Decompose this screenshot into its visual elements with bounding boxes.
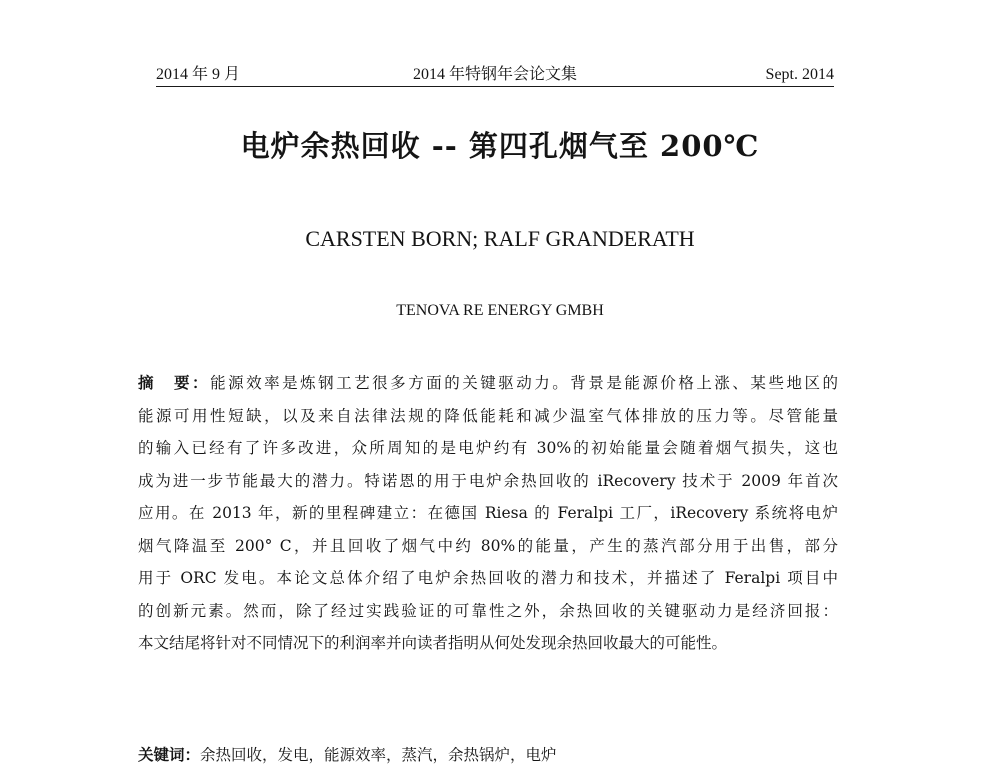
- paper-authors: CARSTEN BORN; RALF GRANDERATH: [305, 226, 695, 251]
- running-header: [156, 60, 834, 87]
- abstract-line: 的创新元素。然而，除了经过实践验证的可靠性之外，余热回收的关键驱动力是经济回报：: [138, 601, 838, 620]
- header-date-cn: 2014 年 9 月: [156, 66, 241, 83]
- abstract-line: 的输入已经有了许多改进，众所周知的是电炉约有 30%的初始能量会随着烟气损失，这也: [138, 439, 838, 457]
- abstract-line: 能源可用性短缺，以及来自法律法规的降低能耗和减少温室气体排放的压力等。尽管能量: [138, 406, 838, 425]
- abstract: [138, 370, 838, 663]
- keywords-label: 关键词：: [138, 745, 201, 764]
- abstract-label: 摘 要：: [138, 373, 211, 392]
- abstract-line: 成为进一步节能最大的潜力。特诺恩的用于电炉余热回收的 iRecovery 技术于 2009 年首次: [138, 471, 838, 490]
- author-affiliation: TENOVA RE ENERGY GMBH: [396, 302, 604, 319]
- abstract-line: [138, 370, 838, 403]
- abstract-line: 应用。在 2013 年，新的里程碑建立：在德国 Riesa 的 Feralpi 工厂，iRecovery 系统将电炉: [138, 504, 838, 522]
- abstract-line-text: 能源效率是炼钢工艺很多方面的关键驱动力。背景是能源价格上涨、某些地区的: [210, 374, 838, 392]
- header-journal: 2014 年特钢年会论文集: [412, 66, 577, 83]
- abstract-line: 本文结尾将针对不同情况下的利润率并向读者指明从何处发现余热回收最大的可能性。: [138, 634, 728, 652]
- paper-title: 电炉余热回收 -- 第四孔烟气至 200℃: [240, 129, 760, 163]
- header-date-en: Sept. 2014: [765, 66, 834, 83]
- abstract-line: 用于 ORC 发电。本论文总体介绍了电炉余热回收的潜力和技术，并描述了 Feralpi 项目中: [138, 569, 838, 587]
- abstract-line: 烟气降温至 200° C，并且回收了烟气中约 80%的能量，产生的蒸汽部分用于出售，部分: [138, 536, 838, 555]
- keywords-text: 余热回收，发电，能源效率，蒸汽，余热锅炉，电炉: [200, 746, 557, 764]
- keywords: [138, 742, 557, 768]
